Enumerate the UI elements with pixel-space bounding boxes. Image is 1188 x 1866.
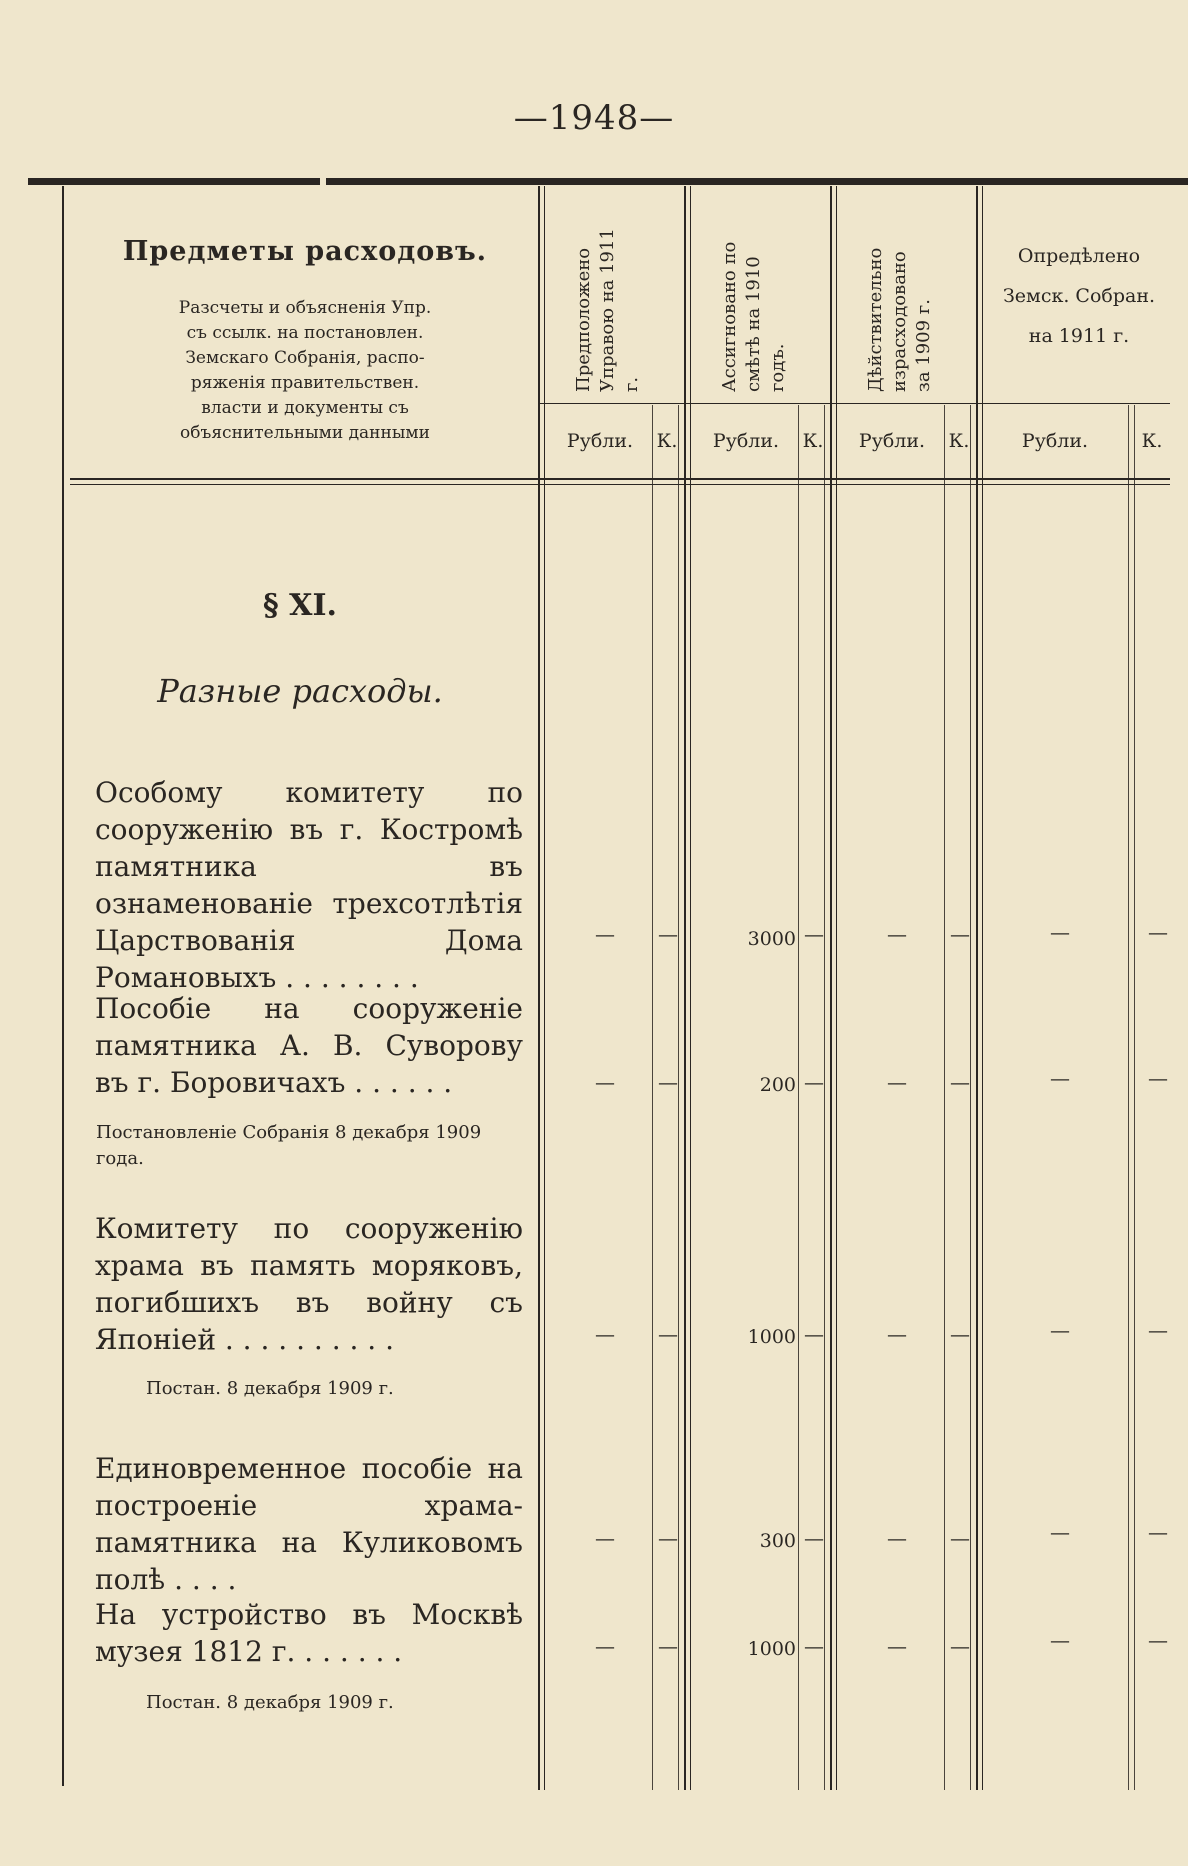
col3-unit-kopecks: К. [948, 430, 970, 452]
entry-col4-kopecks: — [1148, 1318, 1168, 1342]
col2-kop-line [798, 405, 799, 1790]
col2-unit-kopecks: К. [802, 430, 824, 452]
col2-right-line [690, 186, 691, 1790]
entry-col1-kopecks: — [658, 1070, 678, 1094]
entry-col3-rubles: — [887, 1070, 907, 1094]
col4-left-line [976, 186, 978, 1790]
entry-col2-kopecks: — [804, 922, 824, 946]
header-subtitle [70, 296, 540, 446]
col2-kop-line-b [824, 405, 825, 1790]
col1-unit-rubles: Рубли. [566, 430, 634, 452]
entry-col4-rubles: — [1050, 1318, 1070, 1342]
entry-col4-kopecks: — [1148, 1066, 1168, 1090]
top-rule-gap [320, 178, 326, 185]
header-subtitle-line: власти и документы съ [201, 398, 409, 418]
entry-text: На устройство въ Москвѣ музея 1812 г. . . . . . . [95, 1598, 523, 1668]
entry-col2-rubles: 1000 [747, 1326, 796, 1348]
col3-kop-line [944, 405, 945, 1790]
entry-col4-kopecks: — [1148, 920, 1168, 944]
col1-kop-line [652, 405, 653, 1790]
table-left-border [62, 186, 64, 1786]
section-number: § XI. [263, 588, 337, 623]
entry-col4-rubles: — [1050, 1628, 1070, 1652]
col2-header-label: Ассигновано по смѣтѣ на 1910 годъ. [719, 241, 788, 392]
col1-right-line [544, 186, 545, 1790]
entry-col1-kopecks: — [658, 1634, 678, 1658]
header-subtitle-line: съ ссылк. на постановлен. [186, 323, 424, 343]
entry-col1-kopecks: — [658, 922, 678, 946]
header-bottom-line-2 [70, 484, 1170, 485]
col1-kop-line-b [678, 405, 679, 1790]
entry-col3-kopecks: — [950, 1070, 970, 1094]
entry-col4-rubles: — [1050, 1520, 1070, 1544]
entry-col3-rubles: — [887, 1322, 907, 1346]
col1-header-label: Предположено Управою на 1911 г. [573, 228, 642, 392]
col3-right-line [836, 186, 837, 1790]
entry-text: Комитету по сооруженію храма въ память моряковъ, погибшихъ въ войну съ Японіей . . . . . . . . . . [95, 1212, 523, 1356]
col4-unit-rubles: Рубли. [1021, 430, 1089, 452]
col4-kop-line [1128, 405, 1129, 1790]
entry-text: Пособіе на сооруженіе памятника А. В. Суворову въ г. Боровичахъ . . . . . . [95, 992, 523, 1099]
entry-col3-rubles: — [887, 1634, 907, 1658]
entry-col4-rubles: — [1050, 1066, 1070, 1090]
entry-col2-kopecks: — [804, 1322, 824, 1346]
col3-header-label: Дѣйствительно израсходовано за 1909 г. [865, 247, 934, 392]
entry-col2-kopecks: — [804, 1526, 824, 1550]
header-subtitle-line: Разсчеты и объясненія Упр. [178, 298, 432, 318]
col2-unit-rubles: Рубли. [712, 430, 780, 452]
col4-unit-kopecks: К. [1141, 430, 1163, 452]
entry-col1-rubles: — [595, 922, 615, 946]
entry-note: Постан. 8 декабря 1909 г. [146, 1378, 394, 1399]
entry-col3-kopecks: — [950, 922, 970, 946]
col4-header-line: на 1911 г. [1028, 325, 1130, 347]
header-subtitle-line: объяснительными данными [180, 423, 430, 443]
col2-left-line [684, 186, 686, 1790]
entry-col2-rubles: 3000 [747, 928, 796, 950]
entry-col3-kopecks: — [950, 1526, 970, 1550]
entry-col1-rubles: — [595, 1322, 615, 1346]
col4-header-line: Земск. Собран. [1002, 285, 1156, 307]
entry-col3-kopecks: — [950, 1322, 970, 1346]
page-number: —1948— [513, 98, 675, 138]
header-subtitle-line: Земскаго Собранія, распо- [185, 348, 425, 368]
header-unit-line [540, 403, 1170, 404]
entry-col1-rubles: — [595, 1526, 615, 1550]
entry-col3-rubles: — [887, 922, 907, 946]
entry-col4-rubles: — [1050, 920, 1070, 944]
col3-unit-rubles: Рубли. [858, 430, 926, 452]
top-rule [28, 178, 1188, 185]
entry-col2-kopecks: — [804, 1070, 824, 1094]
col1-unit-kopecks: К. [656, 430, 678, 452]
entry-col3-kopecks: — [950, 1634, 970, 1658]
entry-col1-rubles: — [595, 1070, 615, 1094]
entry-col3-rubles: — [887, 1526, 907, 1550]
header-title: Предметы расходовъ. [122, 236, 488, 267]
entry-col2-kopecks: — [804, 1634, 824, 1658]
col4-right-line [982, 186, 983, 1790]
col4-kop-line-b [1134, 405, 1135, 1790]
entry-col2-rubles: 200 [759, 1074, 796, 1096]
entry-col4-kopecks: — [1148, 1520, 1168, 1544]
entry-text: Особому комитету по сооруженію въ г. Костромѣ памятника въ ознаменованіе трехсотлѣтія Царствованія Дома Романовыхъ . . . . . . . . [95, 776, 523, 994]
header-bottom-line [70, 478, 1170, 480]
entry-col2-rubles: 300 [759, 1530, 796, 1552]
section-title: Разные расходы. [157, 672, 443, 710]
entry-col4-kopecks: — [1148, 1628, 1168, 1652]
col3-kop-line-b [970, 405, 971, 1790]
entry-note: Постановленіе Собранія 8 декабря 1909 года. [96, 1122, 482, 1169]
entry-col1-kopecks: — [658, 1322, 678, 1346]
entry-col1-kopecks: — [658, 1526, 678, 1550]
col4-header-line: Опредѣлено [1017, 245, 1141, 267]
col4-header-label [984, 236, 1174, 356]
entry-note: Постан. 8 декабря 1909 г. [146, 1692, 394, 1713]
header-subtitle-line: ряженія правительствен. [190, 373, 420, 393]
col3-left-line [830, 186, 832, 1790]
entry-text: Единовременное пособіе на построеніе храма-памятника на Куликовомъ полѣ . . . . [95, 1452, 523, 1596]
entry-col1-rubles: — [595, 1634, 615, 1658]
entry-col2-rubles: 1000 [747, 1638, 796, 1660]
